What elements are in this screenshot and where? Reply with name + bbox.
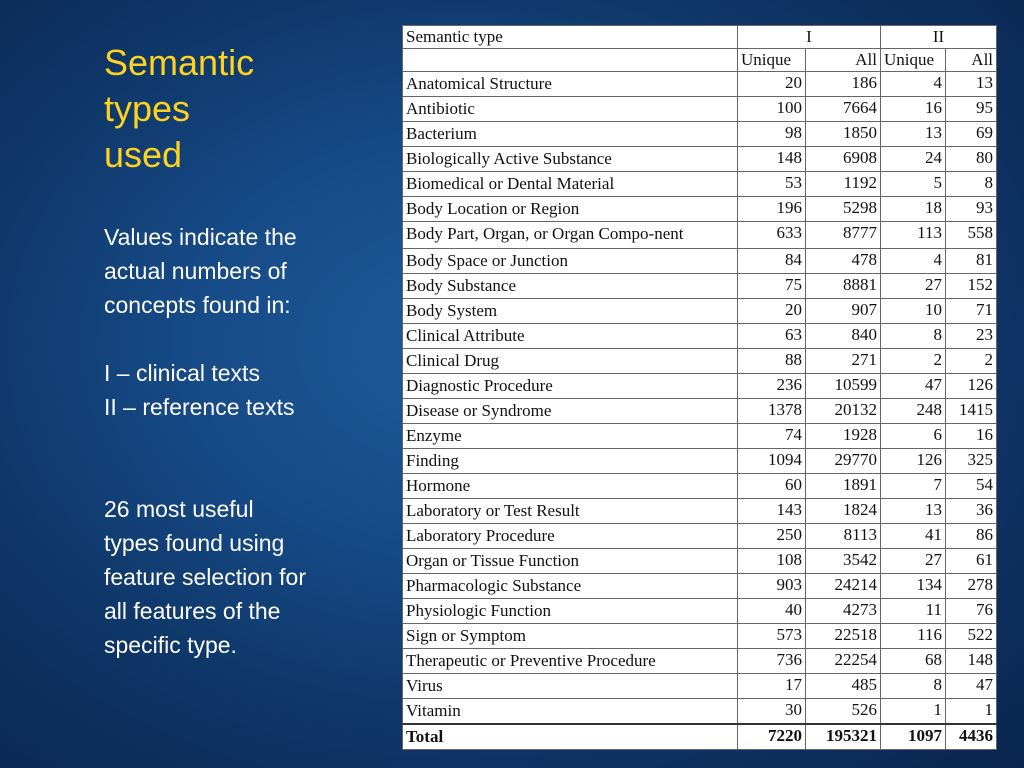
table-subheader-row <box>403 49 997 72</box>
clinical-all-cell: 907 <box>806 299 881 324</box>
description-line: Values indicate the <box>104 224 297 250</box>
reference-all-cell: 558 <box>946 221 997 248</box>
clinical-unique-cell: 148 <box>738 146 806 171</box>
semantic-type-cell: Laboratory Procedure <box>403 523 738 548</box>
reference-all-cell: 4436 <box>946 724 997 750</box>
semantic-type-cell: Finding <box>403 448 738 473</box>
reference-all-cell: 2 <box>946 349 997 374</box>
semantic-type-cell: Laboratory or Test Result <box>403 498 738 523</box>
reference-all-cell: 80 <box>946 146 997 171</box>
reference-unique-cell: 134 <box>881 573 946 598</box>
header-empty-cell <box>403 49 738 72</box>
reference-all-cell: 1415 <box>946 398 997 423</box>
table-row <box>403 398 997 423</box>
semantic-type-cell: Biologically Active Substance <box>403 146 738 171</box>
clinical-unique-cell: 7220 <box>738 724 806 750</box>
reference-unique-cell: 6 <box>881 423 946 448</box>
reference-all-cell: 47 <box>946 673 997 698</box>
table-row <box>403 548 997 573</box>
semantic-type-cell: Enzyme <box>403 423 738 448</box>
reference-all-cell: 126 <box>946 373 997 398</box>
reference-unique-cell: 7 <box>881 473 946 498</box>
clinical-all-cell: 20132 <box>806 398 881 423</box>
clinical-all-cell: 186 <box>806 72 881 97</box>
reference-all-cell: 61 <box>946 548 997 573</box>
semantic-type-cell: Total <box>403 724 738 750</box>
header-group-1: I <box>738 26 881 49</box>
reference-unique-cell: 1097 <box>881 724 946 750</box>
reference-all-cell: 148 <box>946 648 997 673</box>
table-row <box>403 523 997 548</box>
clinical-all-cell: 8881 <box>806 274 881 299</box>
reference-all-cell: 93 <box>946 196 997 221</box>
table-total-row <box>403 724 997 750</box>
header-unique-1: Unique <box>738 49 806 72</box>
title-line: types <box>104 88 191 129</box>
semantic-type-cell: Biomedical or Dental Material <box>403 171 738 196</box>
reference-all-cell: 76 <box>946 598 997 623</box>
header-all-1: All <box>806 49 881 72</box>
reference-unique-cell: 27 <box>881 274 946 299</box>
legend-line: II – reference texts <box>104 394 295 420</box>
clinical-unique-cell: 903 <box>738 573 806 598</box>
semantic-type-cell: Vitamin <box>403 698 738 724</box>
table-row <box>403 171 997 196</box>
clinical-unique-cell: 88 <box>738 349 806 374</box>
clinical-all-cell: 6908 <box>806 146 881 171</box>
reference-all-cell: 325 <box>946 448 997 473</box>
semantic-type-cell: Organ or Tissue Function <box>403 548 738 573</box>
reference-all-cell: 522 <box>946 623 997 648</box>
clinical-all-cell: 1824 <box>806 498 881 523</box>
reference-all-cell: 8 <box>946 171 997 196</box>
table-row <box>403 598 997 623</box>
slide-title <box>104 40 254 178</box>
reference-unique-cell: 16 <box>881 96 946 121</box>
reference-unique-cell: 8 <box>881 673 946 698</box>
table-row <box>403 249 997 274</box>
semantic-type-cell: Antibiotic <box>403 96 738 121</box>
table-row <box>403 698 997 724</box>
clinical-all-cell: 840 <box>806 324 881 349</box>
clinical-all-cell: 271 <box>806 349 881 374</box>
header-semantic-type: Semantic type <box>403 26 738 49</box>
clinical-unique-cell: 20 <box>738 72 806 97</box>
clinical-all-cell: 1891 <box>806 473 881 498</box>
table-row <box>403 373 997 398</box>
clinical-unique-cell: 143 <box>738 498 806 523</box>
reference-unique-cell: 27 <box>881 548 946 573</box>
reference-unique-cell: 1 <box>881 698 946 724</box>
note-line: types found using <box>104 530 285 556</box>
table-row <box>403 498 997 523</box>
table-row <box>403 349 997 374</box>
description-line: actual numbers of <box>104 258 287 284</box>
note-line: all features of the <box>104 598 281 624</box>
clinical-unique-cell: 60 <box>738 473 806 498</box>
semantic-types-table <box>402 25 997 750</box>
reference-all-cell: 16 <box>946 423 997 448</box>
table-row <box>403 221 997 248</box>
reference-all-cell: 81 <box>946 249 997 274</box>
table-row <box>403 146 997 171</box>
clinical-all-cell: 7664 <box>806 96 881 121</box>
clinical-unique-cell: 736 <box>738 648 806 673</box>
table-row <box>403 473 997 498</box>
clinical-all-cell: 22254 <box>806 648 881 673</box>
table-row <box>403 299 997 324</box>
semantic-type-cell: Diagnostic Procedure <box>403 373 738 398</box>
table-row <box>403 673 997 698</box>
reference-unique-cell: 68 <box>881 648 946 673</box>
reference-unique-cell: 13 <box>881 498 946 523</box>
clinical-all-cell: 29770 <box>806 448 881 473</box>
clinical-all-cell: 8113 <box>806 523 881 548</box>
semantic-type-cell: Body System <box>403 299 738 324</box>
table-row <box>403 121 997 146</box>
reference-all-cell: 36 <box>946 498 997 523</box>
table-row <box>403 573 997 598</box>
reference-unique-cell: 248 <box>881 398 946 423</box>
legend-line: I – clinical texts <box>104 360 260 386</box>
clinical-unique-cell: 1378 <box>738 398 806 423</box>
clinical-all-cell: 8777 <box>806 221 881 248</box>
semantic-type-cell: Bacterium <box>403 121 738 146</box>
reference-all-cell: 278 <box>946 573 997 598</box>
reference-unique-cell: 8 <box>881 324 946 349</box>
clinical-unique-cell: 633 <box>738 221 806 248</box>
semantic-type-cell: Virus <box>403 673 738 698</box>
reference-unique-cell: 126 <box>881 448 946 473</box>
reference-unique-cell: 113 <box>881 221 946 248</box>
reference-all-cell: 152 <box>946 274 997 299</box>
reference-unique-cell: 41 <box>881 523 946 548</box>
semantic-type-cell: Physiologic Function <box>403 598 738 623</box>
semantic-type-cell: Clinical Drug <box>403 349 738 374</box>
description-line: concepts found in: <box>104 292 291 318</box>
table-row <box>403 423 997 448</box>
clinical-all-cell: 4273 <box>806 598 881 623</box>
clinical-unique-cell: 17 <box>738 673 806 698</box>
table-body <box>403 72 997 750</box>
clinical-unique-cell: 84 <box>738 249 806 274</box>
semantic-type-cell: Clinical Attribute <box>403 324 738 349</box>
reference-unique-cell: 47 <box>881 373 946 398</box>
semantic-type-cell: Disease or Syndrome <box>403 398 738 423</box>
header-all-2: All <box>946 49 997 72</box>
reference-all-cell: 1 <box>946 698 997 724</box>
semantic-type-cell: Body Location or Region <box>403 196 738 221</box>
reference-unique-cell: 4 <box>881 72 946 97</box>
clinical-unique-cell: 250 <box>738 523 806 548</box>
clinical-unique-cell: 53 <box>738 171 806 196</box>
clinical-unique-cell: 74 <box>738 423 806 448</box>
clinical-unique-cell: 40 <box>738 598 806 623</box>
table-row <box>403 274 997 299</box>
reference-unique-cell: 18 <box>881 196 946 221</box>
reference-all-cell: 86 <box>946 523 997 548</box>
reference-unique-cell: 116 <box>881 623 946 648</box>
reference-all-cell: 95 <box>946 96 997 121</box>
semantic-type-cell: Therapeutic or Preventive Procedure <box>403 648 738 673</box>
reference-unique-cell: 24 <box>881 146 946 171</box>
table-header-row <box>403 26 997 49</box>
table-row <box>403 324 997 349</box>
semantic-types-table-container <box>402 25 996 750</box>
table-row <box>403 72 997 97</box>
clinical-all-cell: 1192 <box>806 171 881 196</box>
semantic-type-cell: Pharmacologic Substance <box>403 573 738 598</box>
semantic-type-cell: Hormone <box>403 473 738 498</box>
note-line: specific type. <box>104 632 237 658</box>
clinical-unique-cell: 196 <box>738 196 806 221</box>
clinical-all-cell: 22518 <box>806 623 881 648</box>
clinical-unique-cell: 20 <box>738 299 806 324</box>
clinical-unique-cell: 573 <box>738 623 806 648</box>
clinical-all-cell: 1850 <box>806 121 881 146</box>
reference-unique-cell: 13 <box>881 121 946 146</box>
table-row <box>403 448 997 473</box>
note-text <box>104 492 374 662</box>
table-row <box>403 96 997 121</box>
description-text <box>104 220 374 322</box>
reference-all-cell: 13 <box>946 72 997 97</box>
clinical-unique-cell: 30 <box>738 698 806 724</box>
reference-unique-cell: 5 <box>881 171 946 196</box>
clinical-unique-cell: 75 <box>738 274 806 299</box>
clinical-unique-cell: 236 <box>738 373 806 398</box>
semantic-type-cell: Body Substance <box>403 274 738 299</box>
clinical-all-cell: 24214 <box>806 573 881 598</box>
semantic-type-cell: Sign or Symptom <box>403 623 738 648</box>
reference-all-cell: 69 <box>946 121 997 146</box>
clinical-all-cell: 485 <box>806 673 881 698</box>
clinical-unique-cell: 63 <box>738 324 806 349</box>
reference-unique-cell: 2 <box>881 349 946 374</box>
reference-all-cell: 54 <box>946 473 997 498</box>
table-row <box>403 623 997 648</box>
clinical-unique-cell: 108 <box>738 548 806 573</box>
clinical-all-cell: 195321 <box>806 724 881 750</box>
table-row <box>403 196 997 221</box>
clinical-all-cell: 526 <box>806 698 881 724</box>
clinical-all-cell: 1928 <box>806 423 881 448</box>
clinical-all-cell: 3542 <box>806 548 881 573</box>
reference-all-cell: 71 <box>946 299 997 324</box>
note-line: feature selection for <box>104 564 307 590</box>
table-row <box>403 648 997 673</box>
reference-unique-cell: 11 <box>881 598 946 623</box>
header-unique-2: Unique <box>881 49 946 72</box>
legend-text <box>104 356 374 424</box>
semantic-type-cell: Anatomical Structure <box>403 72 738 97</box>
reference-all-cell: 23 <box>946 324 997 349</box>
clinical-all-cell: 478 <box>806 249 881 274</box>
clinical-unique-cell: 98 <box>738 121 806 146</box>
clinical-unique-cell: 1094 <box>738 448 806 473</box>
clinical-unique-cell: 100 <box>738 96 806 121</box>
reference-unique-cell: 4 <box>881 249 946 274</box>
note-line: 26 most useful <box>104 496 254 522</box>
header-group-2: II <box>881 26 997 49</box>
title-line: used <box>104 134 183 175</box>
clinical-all-cell: 5298 <box>806 196 881 221</box>
semantic-type-cell: Body Space or Junction <box>403 249 738 274</box>
reference-unique-cell: 10 <box>881 299 946 324</box>
title-line: Semantic <box>104 42 255 83</box>
semantic-type-cell: Body Part, Organ, or Organ Compo-nent <box>403 221 738 248</box>
clinical-all-cell: 10599 <box>806 373 881 398</box>
